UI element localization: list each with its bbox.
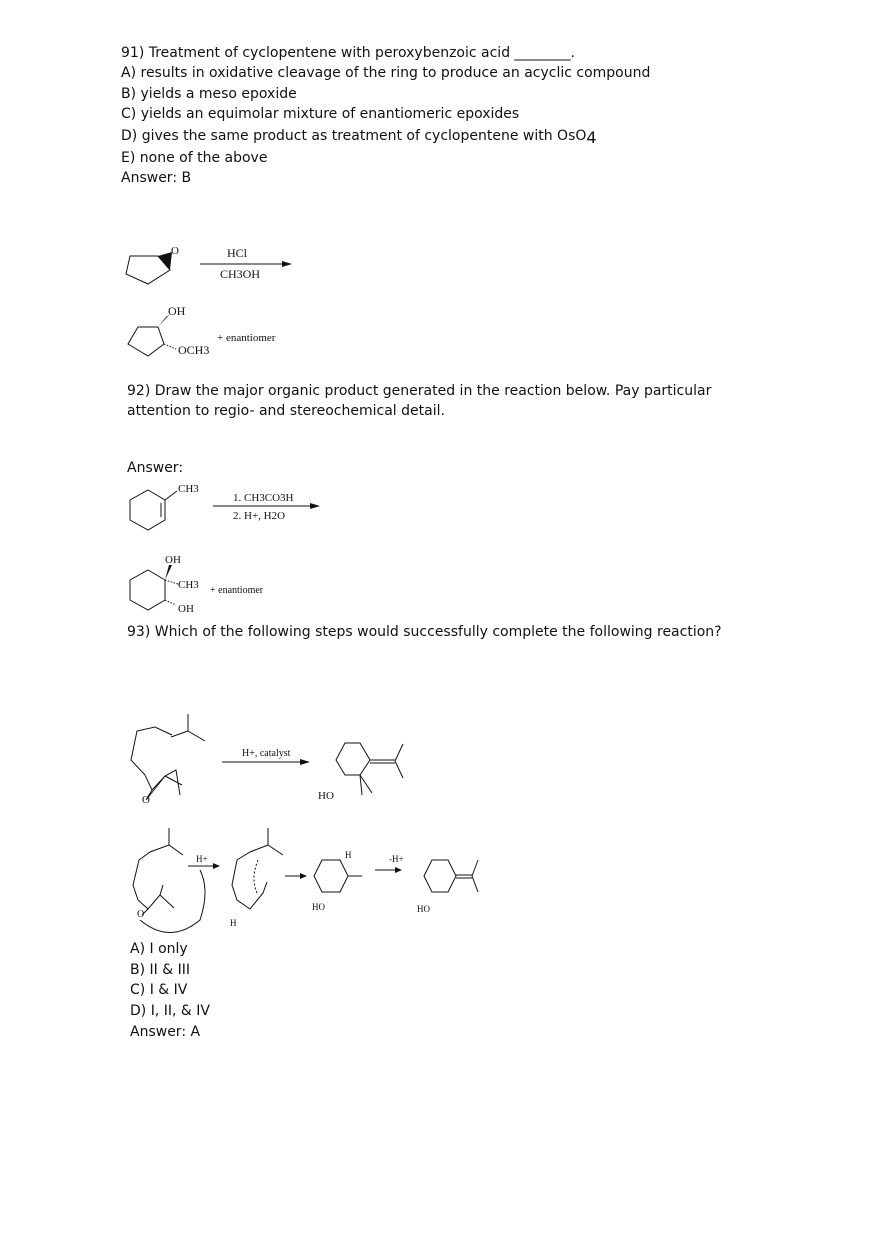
q91-option-c: C) yields an equimolar mixture of enantiomeric epoxides	[121, 106, 520, 122]
q93-option-d: D) I, II, & IV	[130, 1003, 210, 1019]
svg-text:OCH3: OCH3	[178, 343, 210, 357]
svg-text:CH3: CH3	[178, 579, 199, 591]
q92-answer: Answer:	[127, 460, 184, 476]
q93-answer: Answer: A	[130, 1024, 201, 1040]
svg-text:CH3: CH3	[178, 483, 199, 495]
svg-text:H+: H+	[196, 854, 208, 864]
q93-option-b: B) II & III	[130, 962, 190, 978]
svg-text:H: H	[230, 918, 237, 928]
q91-option-a: A) results in oxidative cleavage of the ring to produce an acyclic compound	[121, 65, 651, 81]
svg-text:+ enantiomer: + enantiomer	[217, 332, 276, 344]
svg-text:OH: OH	[178, 603, 194, 615]
epoxide-substrate	[131, 714, 205, 806]
svg-text:OH: OH	[165, 554, 181, 566]
arrow-3	[222, 748, 310, 765]
q92-stem-line2: attention to regio- and stereochemical detail.	[127, 403, 445, 419]
svg-text:CH3OH: CH3OH	[220, 267, 261, 281]
svg-text:HCl: HCl	[227, 246, 248, 260]
cyclized-product	[318, 743, 403, 802]
svg-text:HO: HO	[312, 902, 325, 912]
svg-text:O: O	[137, 909, 145, 920]
mechanism	[133, 828, 478, 933]
svg-text:H: H	[345, 850, 352, 860]
svg-text:H+, catalyst: H+, catalyst	[242, 748, 291, 759]
svg-text:O: O	[171, 245, 179, 257]
svg-text:OH: OH	[168, 304, 186, 318]
svg-text:HO: HO	[417, 904, 430, 914]
q91-option-b: B) yields a meso epoxide	[121, 86, 297, 102]
q93-stem: 93) Which of the following steps would successfully complete the following reaction?	[127, 624, 722, 640]
q91-answer: Answer: B	[121, 170, 192, 186]
svg-text:1. CH3CO3H: 1. CH3CO3H	[233, 492, 294, 504]
svg-text:+ enantiomer: + enantiomer	[210, 585, 264, 596]
q93-option-a: A) I only	[130, 941, 188, 957]
q92-stem-line1: 92) Draw the major organic product generated in the reaction below. Pay particular	[127, 383, 712, 399]
q91-stem: 91) Treatment of cyclopentene with peroxybenzoic acid ________.	[121, 45, 575, 61]
q93-option-c: C) I & IV	[130, 982, 188, 998]
svg-text:2. H+, H2O: 2. H+, H2O	[233, 510, 286, 522]
q91-option-e: E) none of the above	[121, 150, 268, 166]
svg-text:O: O	[142, 794, 150, 806]
svg-text:HO: HO	[318, 790, 334, 802]
q91-option-d-text: D) gives the same product as treatment of cyclopentene with OsO	[121, 128, 587, 144]
svg-text:-H+: -H+	[389, 854, 404, 864]
q91-option-d-subscript: 4	[586, 128, 597, 147]
